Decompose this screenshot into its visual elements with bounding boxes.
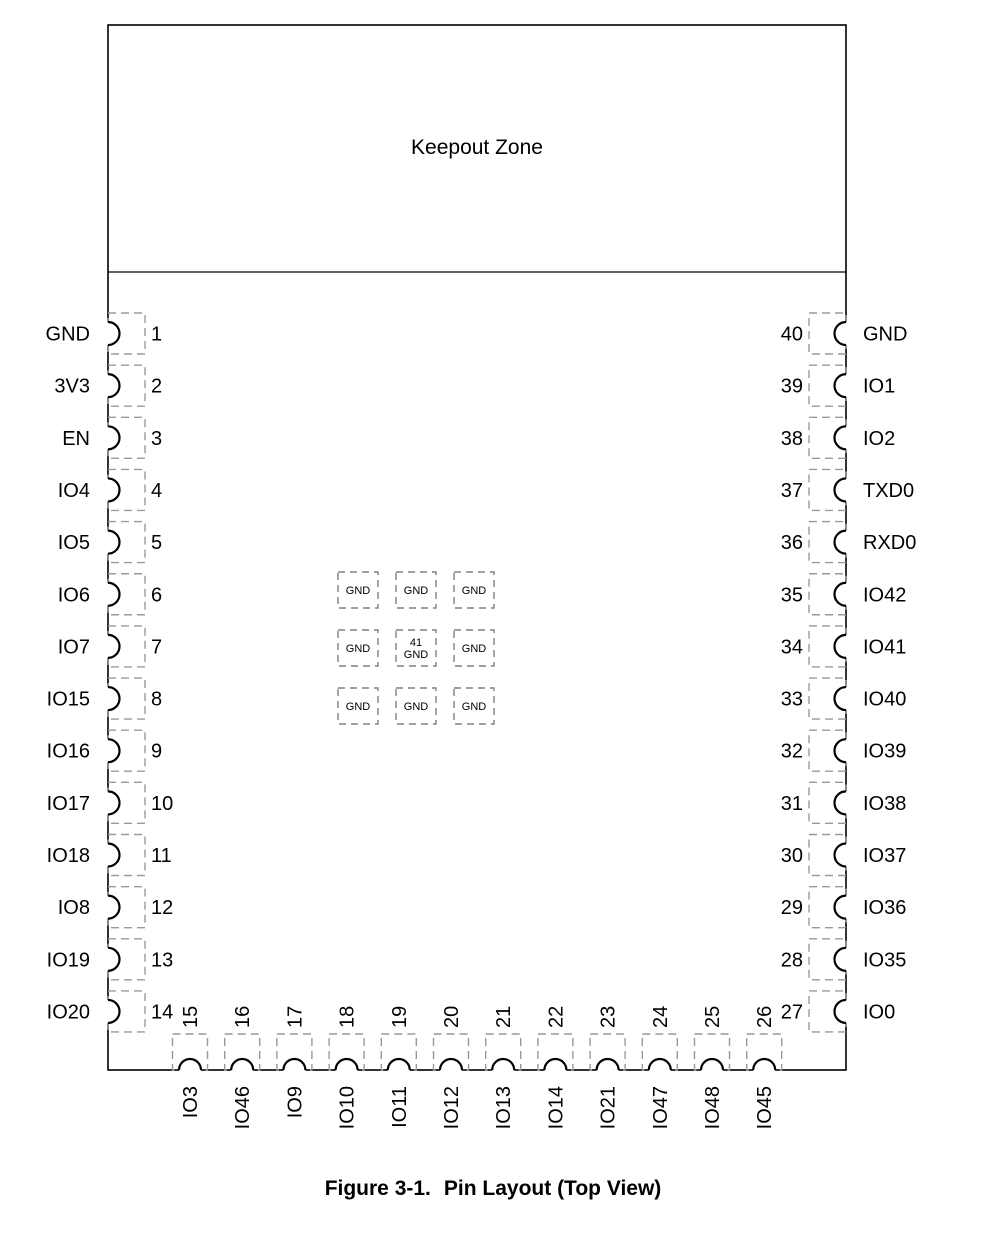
pin-31-number: 31 [780,792,803,815]
figure-caption [0,1177,986,1201]
pin-10-number: 10 [151,792,174,815]
pin-36-name: RXD0 [863,532,917,555]
pin-23-number: 23 [597,1005,620,1028]
pin-28-name: IO35 [863,949,907,972]
pin-7-name: IO7 [57,636,90,659]
pin-36-number: 36 [780,532,803,555]
pin-24-name: IO47 [649,1086,672,1130]
pin-22-name: IO14 [545,1086,568,1130]
pin-32-number: 32 [780,740,803,763]
pin-30-number: 30 [780,845,803,867]
pin-6-number: 6 [151,584,163,607]
figure-caption-number: Figure 3-1. [324,1177,431,1200]
pin-27-name: IO0 [863,1001,896,1024]
pin-8-name: IO15 [46,688,90,711]
pin-33-name: IO40 [863,688,907,711]
pin-39-number: 39 [780,375,803,398]
pin-27-number: 27 [780,1001,803,1024]
pin-40-name: GND [863,323,908,346]
pin-16-number: 16 [232,1005,255,1028]
pin-34-number: 34 [780,636,803,659]
gnd-pad-4-label: GND [345,643,371,655]
pin-1-name: GND [45,323,90,346]
pin-10-name: IO17 [46,792,90,815]
pin-8-number: 8 [151,688,163,711]
gnd-pad-8-label: GND [403,701,429,713]
gnd-pad-1-label: GND [345,585,371,597]
pin-19-name: IO11 [388,1086,411,1128]
pin-19-number: 19 [388,1005,411,1028]
pin-5-number: 5 [151,532,163,555]
pin-21-name: IO13 [493,1086,516,1130]
pin-35-name: IO42 [863,584,907,607]
gnd-pad-9-label: GND [461,701,487,713]
gnd-pad-3-label: GND [461,585,487,597]
pin-29-name: IO36 [863,897,907,920]
module-outline [108,25,846,1070]
pin-14-name: IO20 [46,1001,90,1024]
pin-22-number: 22 [545,1005,568,1028]
pin-2-number: 2 [151,375,163,398]
gnd-pad-41-label: GND [403,649,429,661]
pin-4-number: 4 [151,479,163,502]
pin-26-name: IO45 [754,1086,777,1130]
pin-15-number: 15 [180,1005,202,1028]
pin-24-number: 24 [649,1005,672,1028]
pin-25-name: IO48 [702,1086,724,1130]
pins-layer [46,313,917,1129]
pin-3-number: 3 [151,427,163,450]
pin-13-number: 13 [151,949,174,972]
pin-38-number: 38 [780,427,803,450]
gnd-pad-6-label: GND [461,643,487,655]
pin-28-number: 28 [780,949,803,972]
pin-5-name: IO5 [57,532,90,555]
pin-13-name: IO19 [46,949,90,972]
pin-20-name: IO12 [441,1086,463,1130]
pin-23-name: IO21 [597,1086,620,1130]
keepout-zone-label: Keepout Zone [411,136,543,159]
pin-7-number: 7 [151,636,163,659]
pin-pads [108,313,846,1070]
pin-34-name: IO41 [863,636,907,659]
figure-caption-title: Pin Layout (Top View) [443,1177,662,1200]
pin-26-number: 26 [754,1005,777,1028]
pin-3-name: EN [62,427,90,450]
pin-17-number: 17 [284,1005,307,1028]
pin-18-name: IO10 [336,1086,359,1130]
pin-30-name: IO37 [863,845,907,867]
pin-29-number: 29 [780,897,803,920]
pin-11-number: 11 [151,845,172,867]
pin-6-name: IO6 [57,584,90,607]
gnd-pad-2-label: GND [403,585,429,597]
pin-9-name: IO16 [46,740,90,763]
pin-18-number: 18 [336,1005,359,1028]
gnd-pad-41-number: 41 [409,637,423,649]
pin-12-number: 12 [151,897,174,920]
pin-2-name: 3V3 [54,375,90,398]
pin-35-number: 35 [780,584,803,607]
pin-39-name: IO1 [863,375,896,398]
pin-37-number: 37 [780,479,803,502]
pin-37-name: TXD0 [863,479,915,502]
pin-32-name: IO39 [863,740,907,763]
pin-9-number: 9 [151,740,163,763]
pin-33-number: 33 [780,688,803,711]
pin-14-number: 14 [151,1001,174,1024]
gnd-pad-7-label: GND [345,701,371,713]
pin-12-name: IO8 [57,897,90,920]
pin-17-name: IO9 [284,1086,307,1119]
pin-40-number: 40 [780,323,803,346]
pin-11-name: IO18 [46,845,90,867]
pin-25-number: 25 [702,1005,724,1028]
pin-notches [108,322,846,1070]
pin-labels [46,324,917,1130]
pin-20-number: 20 [441,1005,463,1028]
pin-16-name: IO46 [232,1086,255,1130]
pin-21-number: 21 [493,1005,516,1028]
pin-15-name: IO3 [180,1086,202,1119]
pin-1-number: 1 [151,323,163,346]
pin-31-name: IO38 [863,792,907,815]
pin-38-name: IO2 [863,427,896,450]
pin-4-name: IO4 [57,479,90,502]
